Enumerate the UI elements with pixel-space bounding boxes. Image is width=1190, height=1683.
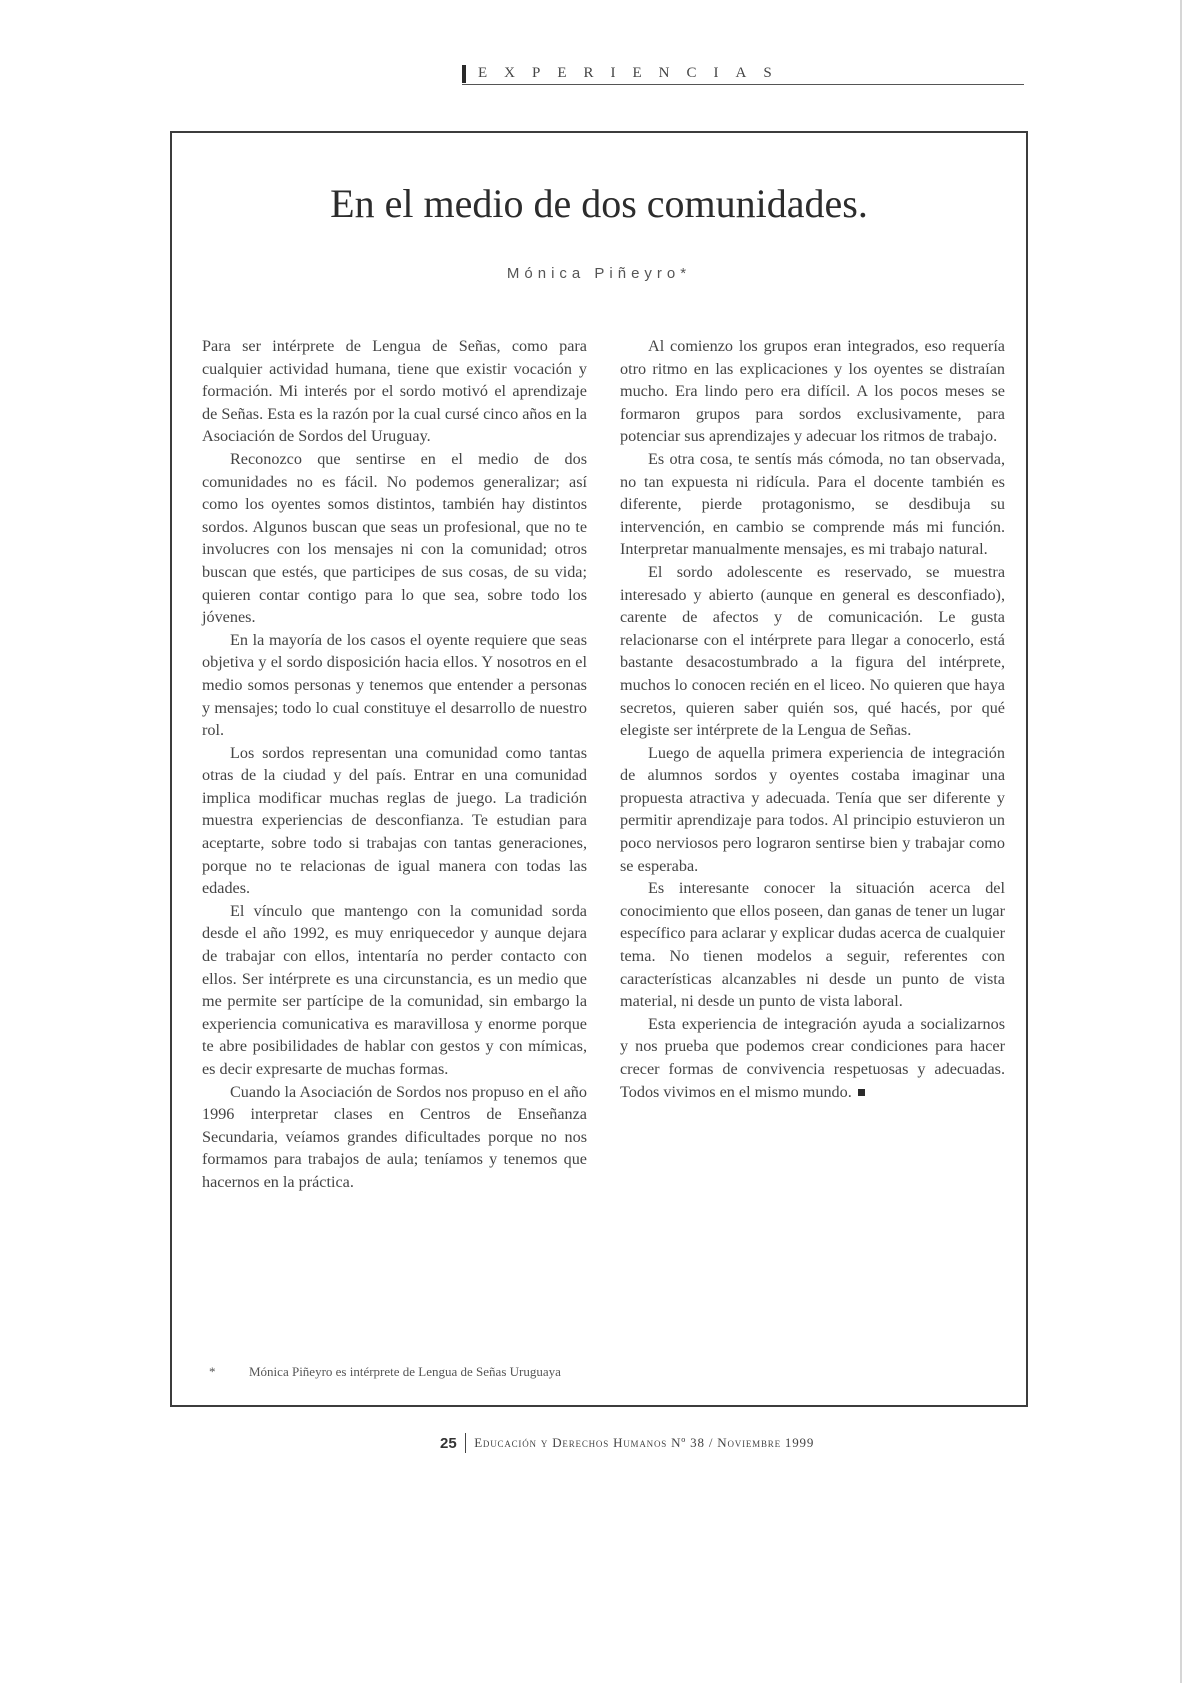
paragraph: Cuando la Asociación de Sordos nos propuso en el año 1996 interpretar clases en Centros de Enseñanza Secundaria, veíamos grandes dificultades porque no nos formamos para trabajos de aula; teníamos y tenemos que hacernos en la práctica.: [202, 1082, 587, 1191]
paragraph: Es interesante conocer la situación acerca del conocimiento que ellos poseen, dan ganas de tener un lugar específico para aclarar y explicar dudas acerca de cualquier tema. No tienen modelos a seguir, referentes con características alcanzables ni desde un punto de vista material, ni desde un punto de vista laboral.: [620, 879, 1005, 1011]
page-number: 25: [440, 1434, 457, 1452]
page-edge: [1180, 0, 1182, 1683]
article-author: Mónica Piñeyro*: [506, 265, 692, 282]
publication-info: Educación y Derechos Humanos Nº 38 / Noviembre 1999: [474, 1435, 815, 1450]
footer-divider: [465, 1433, 467, 1453]
paragraph: Luego de aquella primera experiencia de integración de alumnos sordos y oyentes costaba imaginar una propuesta atractiva y adecuada. Tenía que ser diferente y permitir aprendizaje para todos. Al principio estuvieron un poco nerviosos pero lograron sentirse bien y trabajar como se esperaba.: [620, 743, 1005, 875]
footnote: [209, 1364, 909, 1380]
footnote-text: Mónica Piñeyro es intérprete de Lengua de Señas Uruguaya: [249, 1364, 561, 1379]
footnote-mark: *: [209, 1364, 216, 1379]
section-label: EXPERIENCIAS: [478, 65, 789, 81]
paragraph-text: Esta experiencia de integración ayuda a socializarnos y nos prueba que podemos crear condiciones para hacer crecer formas de convivencia respetuosas y adecuadas. Todos vivimos en el mismo mundo.: [620, 1014, 1005, 1101]
left-column: [202, 335, 587, 1194]
paragraph-last: [620, 1013, 1005, 1103]
page-footer: [440, 1433, 814, 1453]
paragraph: Es otra cosa, te sentís más cómoda, no tan observada, no tan expuesta ni ridícula. Para el docente también es diferente, pierde protagonismo, se desdibuja su intervención, en cambio se comprende más mi función. Interpretar manualmente mensajes, es mi trabajo natural.: [620, 449, 1005, 559]
section-bar: [462, 65, 466, 83]
paragraph: Para ser intérprete de Lengua de Señas, como para cualquier actividad humana, tiene que existir vocación y formación. Mi interés por el sordo motivó el aprendizaje de Señas. Esta es la razón por la cual cursé cinco años en la Asociación de Sordos del Uruguay.: [202, 337, 587, 446]
end-of-article-icon: [858, 1089, 865, 1096]
right-column: [620, 335, 1005, 1103]
section-header: [462, 62, 1024, 85]
article-title: En el medio de dos comunidades.: [330, 181, 868, 226]
paragraph: Al comienzo los grupos eran integrados, eso requería otro ritmo en las explicaciones y los oyentes se distraían mucho. Era lindo pero era difícil. A los pocos meses se formaron grupos para sordos exclusivamente, para potenciar sus aprendizajes y adecuar los ritmos de trabajo.: [620, 337, 1005, 446]
paragraph: El vínculo que mantengo con la comunidad sorda desde el año 1992, es muy enriquecedor y aunque dejara de trabajar con ellos, intentaría no perder contacto con ellos. Ser intérprete es una circunstancia, es un medio que me permite ser partícipe de la comunidad, sin embargo la experiencia comunicativa es maravillosa y enorme porque te abre posibilidades de hablar con gestos y con mímicas, es decir expresarte de muchas formas.: [202, 901, 587, 1078]
paragraph: Los sordos representan una comunidad como tantas otras de la ciudad y del país. Entrar en una comunidad implica modificar muchas reglas de juego. La tradición muestra experiencias de desconfianza. Te estudian para aceptarte, sobre todo si trabajas con tantas generaciones, porque no te relacionas de igual manera con todas las edades.: [202, 743, 587, 898]
paragraph: El sordo adolescente es reservado, se muestra interesado y abierto (aunque en general es desconfiado), carente de afectos y de comunicación. Le gusta relacionarse con el intérprete para llegar a conocerlo, está bastante desacostumbrado a la figura del intérprete, muchos lo conocen recién en el liceo. No quieren que haya secretos, quieren saber quién sos, qué hacés, por qué elegiste ser intérprete de la Lengua de Señas.: [620, 562, 1005, 740]
paragraph: En la mayoría de los casos el oyente requiere que seas objetiva y el sordo disposición hacia ellos. Y nosotros en el medio somos personas y tenemos que entender a personas y mensajes; todo lo cual constituye el desarrollo de nuestro rol.: [202, 630, 587, 740]
paragraph: Reconozco que sentirse en el medio de dos comunidades no es fácil. No podemos generalizar; así como los oyentes somos distintos, también hay distintos sordos. Algunos buscan que seas un profesional, que no te involucres con los mensajes ni con la comunidad; otros buscan que estés, que participes de sus cosas, de su vida; quieren contar contigo para lo que sea, sobre todo los jóvenes.: [202, 449, 587, 627]
